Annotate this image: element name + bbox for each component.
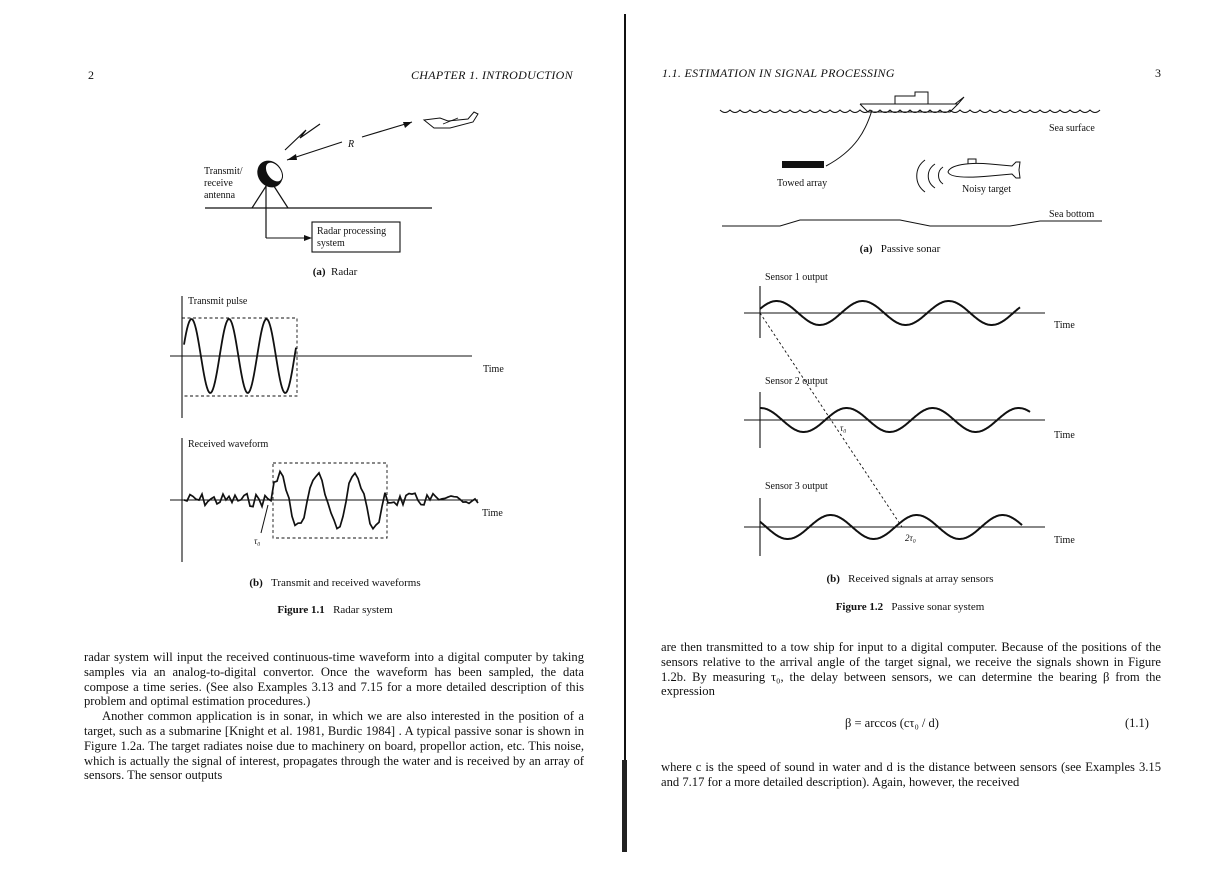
sensor-1-label: Sensor 1 output	[765, 272, 828, 283]
book-spine-shadow	[622, 760, 627, 852]
equation-number: (1.1)	[1125, 716, 1149, 730]
left-paragraph-1: radar system will input the received continuous-time waveform into a digital computer by taking samples via an analog-to-digital convertor. Once the waveform has been sampled, the data compose a time series. (See also Examples 3.13 and 7.15 for a more detailed description of this problem and optimal estimation procedures.)	[84, 650, 584, 709]
received-waveform-label: Received waveform	[188, 439, 269, 450]
sensor-3-label: Sensor 3 output	[765, 481, 828, 492]
right-page-number: 3	[1155, 66, 1161, 80]
radar-subcaption: (a) Radar	[312, 266, 358, 278]
time-label-3: Time	[1054, 320, 1075, 331]
two-tau0-label: 2τ₀	[905, 533, 916, 543]
time-label-5: Time	[1054, 535, 1075, 546]
tau0-label-left: τ₀	[254, 536, 261, 546]
sea-surface-label: Sea surface	[1049, 123, 1095, 134]
time-label-2: Time	[482, 508, 503, 519]
noisy-target-label: Noisy target	[962, 184, 1011, 195]
left-paragraph-2: Another common application is in sonar, in which we are also interested in the position of a target, such as a submarine [Knight et al. 1981, Burdic 1984] . A typical passive sonar is shown in Figure 1.2a. The target radiates noise due to machinery on board, propellor action, etc. This noise, which is actually the signal of interest, propagates through the water and is received by an array of sensors. The sensor outputs	[84, 709, 584, 783]
figure-1-2-caption: Figure 1.2 Passive sonar system	[835, 601, 985, 613]
towed-array-label: Towed array	[777, 178, 828, 189]
figure-1-1-caption: Figure 1.1 Radar system	[277, 604, 393, 616]
transmit-pulse-label: Transmit pulse	[188, 296, 248, 307]
processing-label-2: system	[317, 238, 345, 249]
processing-label-1: Radar processing	[317, 226, 387, 237]
sonar-subcaption: (a) Passive sonar	[859, 243, 941, 255]
sensor-subcaption: (b) Received signals at array sensors	[826, 573, 994, 585]
right-paragraph-2: where c is the speed of sound in water and d is the distance between sensors (see Examples 3.15 and 7.17 for a more detailed description). Again, however, the received	[661, 760, 1161, 789]
right-running-header: 1.1. ESTIMATION IN SIGNAL PROCESSING	[662, 66, 895, 80]
range-label: R	[348, 139, 355, 150]
tau0-label-right: τ₀	[840, 423, 847, 433]
equation-1-1: β = arccos (cτ₀ / d)	[845, 716, 939, 730]
left-page-number: 2	[88, 68, 94, 82]
left-body-text	[84, 650, 584, 783]
antenna-label-2: receive	[204, 178, 233, 189]
antenna-label-1: Transmit/	[204, 166, 243, 177]
waveform-subcaption: (b) Transmit and received waveforms	[249, 577, 421, 589]
antenna-label-3: antenna	[204, 190, 236, 201]
sensor-2-label: Sensor 2 output	[765, 376, 828, 387]
time-label-4: Time	[1054, 430, 1075, 441]
left-running-header: CHAPTER 1. INTRODUCTION	[411, 68, 573, 82]
right-paragraph-1: are then transmitted to a tow ship for input to a digital computer. Because of the positions of the sensors relative to the arrival angle of the target signal, we receive the signals shown in Figure 1.2b. By measuring τ₀, the delay between sensors, we can determine the bearing β from the expression	[661, 640, 1161, 699]
sea-bottom-label: Sea bottom	[1049, 209, 1095, 220]
time-label-1: Time	[483, 364, 504, 375]
